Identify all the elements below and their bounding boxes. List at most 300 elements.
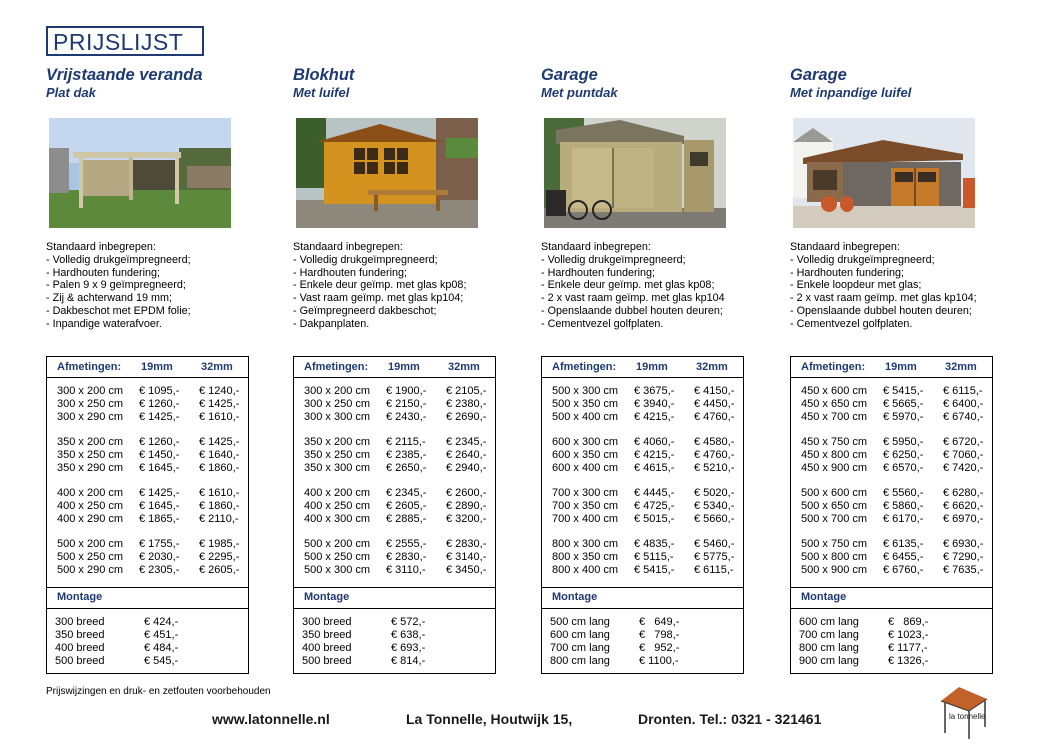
feature-item: - Enkele deur geïmp. met glas kp08; bbox=[541, 279, 715, 292]
garage-puntdak-photo bbox=[544, 118, 726, 228]
feature-item: - Dakbeschot met EPDM folie; bbox=[46, 304, 191, 317]
price-cell: € 2830,- bbox=[446, 538, 487, 550]
price-cell: € 4760,- bbox=[694, 411, 735, 423]
montage-row bbox=[791, 642, 992, 655]
price-cell: € 1860,- bbox=[199, 462, 240, 474]
price-cell: € 3940,- bbox=[634, 398, 675, 410]
montage-row bbox=[542, 616, 743, 629]
montage-row bbox=[542, 655, 743, 668]
price-cell: 800 x 300 cm bbox=[552, 538, 619, 550]
price-row bbox=[542, 551, 743, 564]
price-cell: € 7060,- bbox=[943, 449, 984, 461]
price-row bbox=[542, 411, 743, 424]
montage-cell: 400 breed bbox=[302, 642, 352, 654]
montage-label: Montage bbox=[304, 591, 350, 603]
price-cell: 300 x 290 cm bbox=[57, 411, 124, 423]
logo-text: la tonnelle bbox=[949, 712, 986, 721]
footer-address: La Tonnelle, Houtwijk 15, bbox=[406, 711, 573, 727]
header-19mm: 19mm bbox=[636, 361, 668, 373]
price-row bbox=[542, 564, 743, 577]
price-cell: € 3110,- bbox=[386, 564, 426, 576]
price-cell: € 4150,- bbox=[694, 385, 735, 397]
price-cell: € 5340,- bbox=[694, 500, 735, 512]
price-cell: € 1645,- bbox=[139, 500, 180, 512]
feature-item: Standaard inbegrepen: bbox=[46, 241, 156, 253]
montage-row bbox=[294, 629, 495, 642]
price-cell: € 1425,- bbox=[199, 398, 240, 410]
product-heading: Vrijstaande veranda bbox=[46, 66, 203, 84]
price-cell: € 3140,- bbox=[446, 551, 487, 563]
montage-cell: € 649,- bbox=[639, 616, 680, 628]
price-row bbox=[791, 487, 992, 500]
price-rows bbox=[791, 385, 992, 577]
price-cell: € 1610,- bbox=[199, 487, 240, 499]
header-32mm: 32mm bbox=[201, 361, 233, 373]
price-cell: € 6280,- bbox=[943, 487, 984, 499]
montage-cell: 500 breed bbox=[55, 655, 105, 667]
price-row bbox=[47, 564, 248, 577]
price-cell: 600 x 350 cm bbox=[552, 449, 619, 461]
blokhut-photo bbox=[296, 118, 478, 228]
price-cell: € 5210,- bbox=[694, 462, 735, 474]
montage-cell: 300 breed bbox=[302, 616, 352, 628]
montage-cell: € 484,- bbox=[144, 642, 179, 654]
montage-cell: € 814,- bbox=[391, 655, 426, 667]
price-row bbox=[294, 436, 495, 449]
price-cell: € 4725,- bbox=[634, 500, 675, 512]
montage-cell: € 1100,- bbox=[639, 655, 679, 667]
price-cell: € 2030,- bbox=[139, 551, 180, 563]
price-cell: € 3450,- bbox=[446, 564, 487, 576]
price-cell: € 5775,- bbox=[694, 551, 735, 563]
montage-header bbox=[791, 587, 992, 609]
price-cell: 400 x 200 cm bbox=[57, 487, 124, 499]
montage-cell: 600 cm lang bbox=[550, 629, 610, 641]
price-cell: € 4835,- bbox=[634, 538, 675, 550]
price-cell: € 7635,- bbox=[943, 564, 984, 576]
price-cell: € 4615,- bbox=[634, 462, 675, 474]
montage-cell: 900 cm lang bbox=[799, 655, 859, 667]
price-row bbox=[294, 487, 495, 500]
price-cell: 400 x 250 cm bbox=[57, 500, 124, 512]
price-row bbox=[542, 398, 743, 411]
price-cell: € 2640,- bbox=[446, 449, 487, 461]
price-cell: 500 x 750 cm bbox=[801, 538, 868, 550]
price-cell: € 2605,- bbox=[386, 500, 427, 512]
price-cell: € 2430,- bbox=[386, 411, 427, 423]
price-cell: € 7420,- bbox=[943, 462, 984, 474]
product-heading: Blokhut bbox=[293, 66, 355, 84]
price-row bbox=[542, 449, 743, 462]
price-cell: 300 x 300 cm bbox=[304, 411, 371, 423]
veranda-photo bbox=[49, 118, 231, 228]
price-cell: € 1450,- bbox=[139, 449, 180, 461]
header-19mm: 19mm bbox=[388, 361, 420, 373]
price-table-header bbox=[791, 357, 992, 378]
price-row bbox=[542, 500, 743, 513]
montage-cell: € 798,- bbox=[639, 629, 680, 641]
price-row bbox=[47, 487, 248, 500]
price-cell: € 1645,- bbox=[139, 462, 180, 474]
montage-cell: € 451,- bbox=[144, 629, 179, 641]
price-cell: 700 x 350 cm bbox=[552, 500, 619, 512]
feature-item: - Volledig drukgeïmpregneerd; bbox=[790, 253, 935, 266]
price-row bbox=[542, 538, 743, 551]
price-cell: 450 x 750 cm bbox=[801, 436, 868, 448]
price-cell: 300 x 200 cm bbox=[304, 385, 371, 397]
montage-header bbox=[294, 587, 495, 609]
feature-item: - Palen 9 x 9 geïmpregneerd; bbox=[46, 279, 186, 292]
price-cell: € 1425,- bbox=[139, 487, 180, 499]
price-cell: 500 x 250 cm bbox=[57, 551, 124, 563]
price-cell: € 5415,- bbox=[634, 564, 675, 576]
montage-rows bbox=[791, 616, 992, 668]
price-cell: 350 x 250 cm bbox=[304, 449, 371, 461]
feature-list bbox=[541, 241, 725, 331]
price-cell: 350 x 300 cm bbox=[304, 462, 371, 474]
header-32mm: 32mm bbox=[696, 361, 728, 373]
montage-cell: € 1023,- bbox=[888, 629, 929, 641]
price-table bbox=[293, 356, 496, 674]
price-cell: € 1095,- bbox=[139, 385, 180, 397]
price-cell: € 1260,- bbox=[139, 436, 180, 448]
price-cell: € 2890,- bbox=[446, 500, 487, 512]
price-row bbox=[791, 411, 992, 424]
price-table-header bbox=[542, 357, 743, 378]
montage-label: Montage bbox=[801, 591, 847, 603]
montage-cell: 400 breed bbox=[55, 642, 105, 654]
price-cell: € 6115,- bbox=[943, 385, 983, 397]
montage-header bbox=[542, 587, 743, 609]
price-table-header bbox=[294, 357, 495, 378]
pergola-logo-icon bbox=[935, 683, 993, 741]
montage-cell: 500 breed bbox=[302, 655, 352, 667]
price-rows bbox=[47, 385, 248, 577]
price-cell: € 6570,- bbox=[883, 462, 924, 474]
feature-item: - 2 x vast raam geïmp. met glas kp104; bbox=[790, 292, 977, 305]
feature-item: - Openslaande dubbel houten deuren; bbox=[790, 304, 972, 317]
header-dimensions: Afmetingen: bbox=[801, 361, 866, 373]
price-cell: € 3200,- bbox=[446, 513, 487, 525]
montage-row bbox=[791, 655, 992, 668]
price-cell: € 5015,- bbox=[634, 513, 675, 525]
price-cell: € 1985,- bbox=[199, 538, 240, 550]
price-row bbox=[47, 513, 248, 526]
feature-item: Standaard inbegrepen: bbox=[293, 241, 403, 253]
price-cell: 450 x 700 cm bbox=[801, 411, 868, 423]
price-cell: € 5115,- bbox=[634, 551, 674, 563]
price-row bbox=[294, 449, 495, 462]
footer-city-phone: Dronten. Tel.: 0321 - 321461 bbox=[638, 711, 822, 727]
price-cell: € 2885,- bbox=[386, 513, 427, 525]
price-rows bbox=[294, 385, 495, 577]
price-cell: 500 x 300 cm bbox=[552, 385, 619, 397]
price-cell: € 4060,- bbox=[634, 436, 675, 448]
price-row bbox=[791, 462, 992, 475]
price-row bbox=[294, 411, 495, 424]
price-cell: € 6170,- bbox=[883, 513, 924, 525]
price-row bbox=[47, 436, 248, 449]
feature-item: - Cementvezel golfplaten. bbox=[541, 317, 664, 330]
price-cell: 500 x 600 cm bbox=[801, 487, 868, 499]
price-cell: 400 x 300 cm bbox=[304, 513, 371, 525]
price-cell: 500 x 800 cm bbox=[801, 551, 868, 563]
price-cell: € 2305,- bbox=[139, 564, 180, 576]
montage-rows bbox=[47, 616, 248, 668]
price-cell: € 2115,- bbox=[386, 436, 426, 448]
price-cell: € 2650,- bbox=[386, 462, 427, 474]
montage-row bbox=[47, 629, 248, 642]
feature-item: - Cementvezel golfplaten. bbox=[790, 317, 913, 330]
price-row bbox=[294, 538, 495, 551]
price-table bbox=[46, 356, 249, 674]
feature-item: - 2 x vast raam geïmp. met glas kp104 bbox=[541, 292, 725, 305]
price-row bbox=[791, 436, 992, 449]
feature-item: - Openslaande dubbel houten deuren; bbox=[541, 304, 723, 317]
price-cell: 500 x 250 cm bbox=[304, 551, 371, 563]
feature-item: - Dakpanplaten. bbox=[293, 317, 370, 330]
montage-row bbox=[294, 616, 495, 629]
product-heading: Garage bbox=[541, 66, 598, 84]
price-cell: € 2605,- bbox=[199, 564, 240, 576]
feature-item: Standaard inbegrepen: bbox=[541, 241, 651, 253]
montage-rows bbox=[294, 616, 495, 668]
price-cell: 450 x 650 cm bbox=[801, 398, 868, 410]
price-row bbox=[542, 487, 743, 500]
price-cell: € 3675,- bbox=[634, 385, 675, 397]
price-cell: 350 x 250 cm bbox=[57, 449, 124, 461]
montage-header bbox=[47, 587, 248, 609]
feature-item: - Hardhouten fundering; bbox=[46, 266, 161, 279]
price-cell: € 6400,- bbox=[943, 398, 984, 410]
price-row bbox=[47, 500, 248, 513]
feature-item: - Inpandige waterafvoer. bbox=[46, 317, 162, 330]
price-cell: 450 x 600 cm bbox=[801, 385, 868, 397]
price-row bbox=[542, 385, 743, 398]
price-cell: € 7290,- bbox=[943, 551, 984, 563]
price-cell: 700 x 400 cm bbox=[552, 513, 619, 525]
price-row bbox=[791, 538, 992, 551]
montage-row bbox=[791, 616, 992, 629]
product-column bbox=[46, 66, 251, 667]
montage-cell: 350 breed bbox=[302, 629, 352, 641]
feature-list bbox=[46, 241, 191, 331]
feature-item: - Hardhouten fundering; bbox=[541, 266, 656, 279]
price-cell: € 5660,- bbox=[694, 513, 735, 525]
price-cell: € 5020,- bbox=[694, 487, 735, 499]
montage-cell: 700 cm lang bbox=[799, 629, 859, 641]
price-cell: € 5415,- bbox=[883, 385, 924, 397]
price-cell: € 4445,- bbox=[634, 487, 675, 499]
price-row bbox=[294, 500, 495, 513]
price-cell: € 6760,- bbox=[883, 564, 924, 576]
price-rows bbox=[542, 385, 743, 577]
price-row bbox=[791, 500, 992, 513]
feature-item: - Hardhouten fundering; bbox=[293, 266, 408, 279]
header-19mm: 19mm bbox=[885, 361, 917, 373]
price-cell: 300 x 250 cm bbox=[57, 398, 124, 410]
montage-cell: 800 cm lang bbox=[550, 655, 610, 667]
feature-item: Standaard inbegrepen: bbox=[790, 241, 900, 253]
price-cell: 400 x 200 cm bbox=[304, 487, 371, 499]
montage-row bbox=[47, 642, 248, 655]
montage-cell: € 1326,- bbox=[888, 655, 929, 667]
montage-row bbox=[47, 655, 248, 668]
price-cell: € 5970,- bbox=[883, 411, 924, 423]
montage-rows bbox=[542, 616, 743, 668]
price-cell: € 5950,- bbox=[883, 436, 924, 448]
price-cell: € 1425,- bbox=[199, 436, 240, 448]
montage-row bbox=[791, 629, 992, 642]
header-dimensions: Afmetingen: bbox=[304, 361, 369, 373]
price-cell: € 5560,- bbox=[883, 487, 924, 499]
price-row bbox=[47, 462, 248, 475]
price-cell: € 6740,- bbox=[943, 411, 984, 423]
price-row bbox=[791, 564, 992, 577]
price-row bbox=[294, 462, 495, 475]
feature-item: - Enkele deur geïmp. met glas kp08; bbox=[293, 279, 467, 292]
price-cell: € 1260,- bbox=[139, 398, 180, 410]
price-cell: € 2150,- bbox=[386, 398, 427, 410]
price-cell: € 4450,- bbox=[694, 398, 735, 410]
price-cell: 350 x 200 cm bbox=[304, 436, 371, 448]
price-row bbox=[47, 551, 248, 564]
product-subheading: Plat dak bbox=[46, 85, 96, 100]
price-cell: 800 x 400 cm bbox=[552, 564, 619, 576]
price-cell: € 1900,- bbox=[386, 385, 427, 397]
montage-cell: € 424,- bbox=[144, 616, 179, 628]
montage-cell: 700 cm lang bbox=[550, 642, 610, 654]
price-cell: € 6720,- bbox=[943, 436, 984, 448]
price-cell: 400 x 290 cm bbox=[57, 513, 124, 525]
price-cell: € 2940,- bbox=[446, 462, 487, 474]
price-cell: € 2600,- bbox=[446, 487, 487, 499]
product-column bbox=[790, 66, 995, 667]
price-row bbox=[791, 513, 992, 526]
price-cell: € 1240,- bbox=[199, 385, 240, 397]
feature-item: - Volledig drukgeïmpregneerd; bbox=[46, 253, 191, 266]
price-cell: 600 x 300 cm bbox=[552, 436, 619, 448]
header-19mm: 19mm bbox=[141, 361, 173, 373]
price-cell: 400 x 250 cm bbox=[304, 500, 371, 512]
price-cell: € 1640,- bbox=[199, 449, 240, 461]
price-cell: 350 x 200 cm bbox=[57, 436, 124, 448]
price-cell: € 5460,- bbox=[694, 538, 735, 550]
montage-cell: 300 breed bbox=[55, 616, 105, 628]
price-row bbox=[47, 385, 248, 398]
price-cell: € 2345,- bbox=[386, 487, 427, 499]
page-title: PRIJSLIJST bbox=[53, 29, 184, 55]
product-subheading: Met luifel bbox=[293, 85, 350, 100]
price-cell: 350 x 290 cm bbox=[57, 462, 124, 474]
price-cell: € 6250,- bbox=[883, 449, 924, 461]
price-cell: € 1860,- bbox=[199, 500, 240, 512]
price-cell: 500 x 200 cm bbox=[57, 538, 124, 550]
price-cell: € 6455,- bbox=[883, 551, 924, 563]
price-cell: 450 x 900 cm bbox=[801, 462, 868, 474]
header-dimensions: Afmetingen: bbox=[552, 361, 617, 373]
product-subheading: Met puntdak bbox=[541, 85, 618, 100]
product-subheading: Met inpandige luifel bbox=[790, 85, 912, 100]
price-table bbox=[541, 356, 744, 674]
price-table bbox=[790, 356, 993, 674]
product-column bbox=[293, 66, 498, 667]
feature-list bbox=[293, 241, 466, 331]
header-dimensions: Afmetingen: bbox=[57, 361, 122, 373]
price-row bbox=[47, 411, 248, 424]
montage-row bbox=[542, 629, 743, 642]
montage-cell: 500 cm lang bbox=[550, 616, 610, 628]
price-cell: € 5860,- bbox=[883, 500, 924, 512]
price-cell: € 4760,- bbox=[694, 449, 735, 461]
price-row bbox=[791, 398, 992, 411]
product-column bbox=[541, 66, 746, 667]
price-cell: € 1755,- bbox=[139, 538, 180, 550]
price-cell: 800 x 350 cm bbox=[552, 551, 619, 563]
price-cell: € 6135,- bbox=[883, 538, 924, 550]
price-cell: 450 x 800 cm bbox=[801, 449, 868, 461]
price-cell: € 2345,- bbox=[446, 436, 487, 448]
montage-row bbox=[294, 655, 495, 668]
header-32mm: 32mm bbox=[448, 361, 480, 373]
footer-website[interactable]: www.latonnelle.nl bbox=[212, 711, 330, 727]
price-row bbox=[791, 385, 992, 398]
montage-cell: € 693,- bbox=[391, 642, 426, 654]
price-cell: 500 x 300 cm bbox=[304, 564, 371, 576]
feature-item: - Vast raam geïmp. met glas kp104; bbox=[293, 292, 464, 305]
la-tonnelle-logo bbox=[935, 683, 993, 741]
price-cell: € 1865,- bbox=[139, 513, 180, 525]
price-cell: € 4215,- bbox=[634, 411, 675, 423]
price-cell: € 4580,- bbox=[694, 436, 735, 448]
price-cell: 500 x 650 cm bbox=[801, 500, 868, 512]
feature-item: - Hardhouten fundering; bbox=[790, 266, 905, 279]
price-row bbox=[542, 436, 743, 449]
montage-cell: € 1177,- bbox=[888, 642, 928, 654]
price-row bbox=[294, 564, 495, 577]
price-cell: € 2385,- bbox=[386, 449, 427, 461]
price-cell: € 2690,- bbox=[446, 411, 487, 423]
price-cell: € 2295,- bbox=[199, 551, 240, 563]
price-cell: 300 x 250 cm bbox=[304, 398, 371, 410]
feature-item: - Volledig drukgeïmpregneerd; bbox=[293, 253, 438, 266]
product-heading: Garage bbox=[790, 66, 847, 84]
price-row bbox=[542, 513, 743, 526]
price-cell: 500 x 400 cm bbox=[552, 411, 619, 423]
price-cell: € 6970,- bbox=[943, 513, 984, 525]
price-cell: € 2555,- bbox=[386, 538, 427, 550]
montage-cell: € 869,- bbox=[888, 616, 929, 628]
price-row bbox=[294, 385, 495, 398]
price-row bbox=[47, 538, 248, 551]
price-cell: 700 x 300 cm bbox=[552, 487, 619, 499]
price-cell: € 1425,- bbox=[139, 411, 180, 423]
price-cell: € 6930,- bbox=[943, 538, 984, 550]
montage-row bbox=[294, 642, 495, 655]
price-cell: € 2380,- bbox=[446, 398, 487, 410]
montage-cell: € 638,- bbox=[391, 629, 426, 641]
price-cell: € 4215,- bbox=[634, 449, 675, 461]
price-cell: € 6620,- bbox=[943, 500, 984, 512]
price-table-header bbox=[47, 357, 248, 378]
price-cell: 500 x 290 cm bbox=[57, 564, 124, 576]
feature-item: - Zij & achterwand 19 mm; bbox=[46, 292, 173, 305]
price-cell: € 5665,- bbox=[883, 398, 924, 410]
price-cell: 500 x 700 cm bbox=[801, 513, 868, 525]
price-row bbox=[47, 449, 248, 462]
price-cell: 500 x 900 cm bbox=[801, 564, 868, 576]
montage-row bbox=[542, 642, 743, 655]
